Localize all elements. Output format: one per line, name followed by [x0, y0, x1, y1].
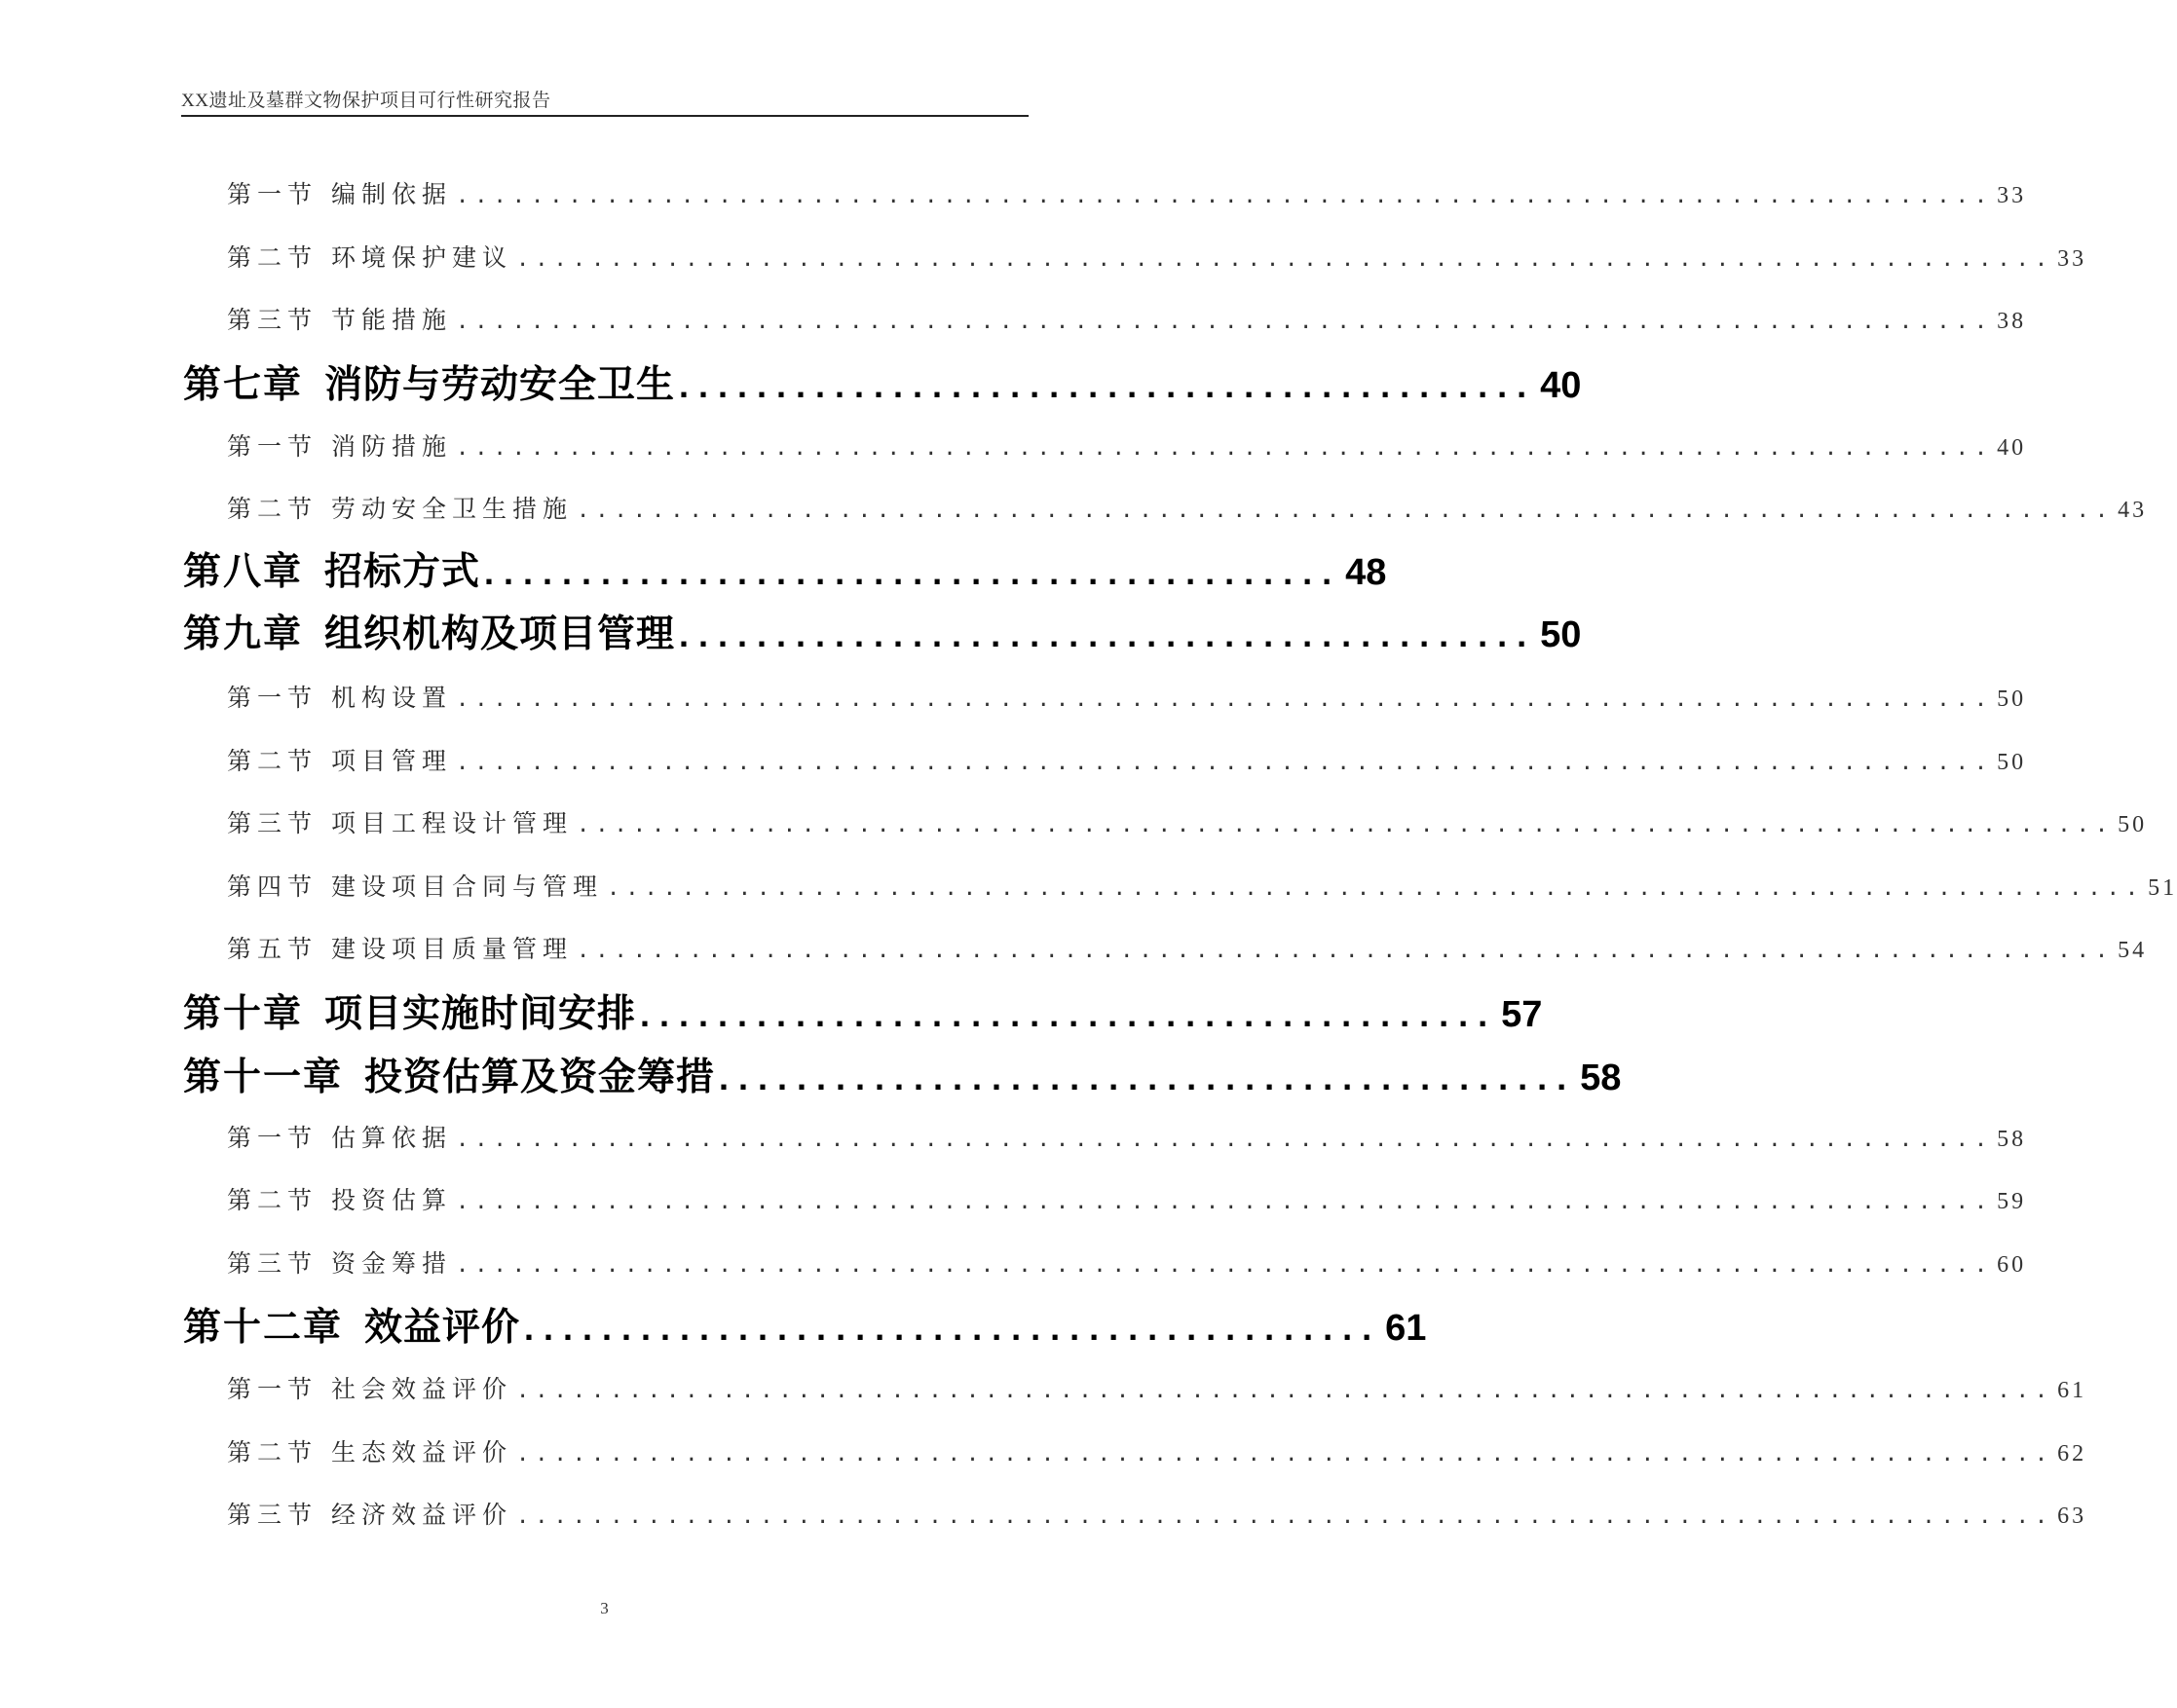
toc-entry-title: 社会效益评价 — [331, 1375, 513, 1403]
toc-entry-page: 51 — [2148, 875, 2177, 901]
toc-dot-leader: .................................................................................. — [456, 184, 1994, 208]
toc-entry[interactable] — [227, 301, 2027, 336]
toc-entry-title: 机构设置 — [331, 684, 453, 712]
toc-entry-page: 50 — [2118, 812, 2148, 837]
toc-chapter-page: 58 — [1580, 1058, 1622, 1098]
toc-entry[interactable] — [227, 1181, 2027, 1216]
toc-entry-title: 建设项目质量管理 — [331, 935, 574, 963]
toc-entry-title: 编制依据 — [331, 180, 453, 208]
toc-entry-page: 63 — [2057, 1504, 2087, 1529]
toc-entry[interactable] — [227, 1119, 2027, 1154]
toc-dot-leader: .................................................................................. — [456, 1253, 1994, 1278]
toc-entry-number: 第二节 — [227, 1438, 319, 1467]
toc-entry-number: 第一节 — [227, 1375, 319, 1403]
toc-entry-title: 项目工程设计管理 — [331, 809, 574, 837]
toc-entry-page: 33 — [2057, 246, 2087, 272]
toc-dot-leader: .................................................................................. — [456, 310, 1994, 334]
toc-entry-number: 第五节 — [227, 935, 319, 963]
toc-entry-title: 环境保护建议 — [331, 243, 513, 272]
toc-entry-page: 50 — [1997, 687, 2027, 712]
toc-dot-leader: .................................................................................. — [456, 436, 1994, 461]
toc-dot-leader: .................................................................................. — [607, 876, 2145, 901]
toc-entry-title: 劳动安全卫生措施 — [331, 495, 574, 523]
toc-entry-title: 资金筹措 — [331, 1249, 453, 1278]
toc-entry[interactable] — [227, 1433, 2087, 1468]
toc-entry-title: 经济效益评价 — [331, 1501, 513, 1529]
document-title: XX遗址及墓群文物保护项目可行性研究报告 — [181, 91, 551, 111]
toc-chapter-entry[interactable] — [183, 541, 1387, 594]
toc-entry-number: 第三节 — [227, 1501, 319, 1529]
toc-entry-number: 第四节 — [227, 873, 319, 901]
toc-chapter-title: 效益评价 — [364, 1306, 521, 1350]
toc-entry[interactable] — [227, 742, 2027, 777]
toc-entry-title: 生态效益评价 — [331, 1438, 513, 1467]
toc-entry[interactable] — [227, 239, 2087, 274]
toc-dot-leader: .................................................................................. — [516, 1442, 2054, 1467]
toc-entry-number: 第一节 — [227, 432, 319, 461]
toc-entry-page: 60 — [1997, 1252, 2027, 1278]
toc-dot-leader: .................................................................................. — [577, 813, 2115, 837]
toc-entry-page: 61 — [2057, 1378, 2087, 1403]
toc-dot-leader: ............................................ — [524, 1308, 1382, 1348]
toc-chapter-page: 57 — [1501, 994, 1543, 1035]
toc-chapter-entry[interactable] — [183, 1297, 1427, 1350]
toc-chapter-page: 50 — [1540, 614, 1582, 655]
toc-entry[interactable] — [227, 1370, 2087, 1405]
toc-dot-leader: .................................................................................. — [516, 1504, 2054, 1529]
toc-chapter-entry[interactable] — [183, 604, 1582, 656]
toc-entry[interactable] — [227, 1496, 2087, 1531]
page-number: 3 — [600, 1599, 609, 1617]
toc-dot-leader: .................................................................................. — [516, 247, 2054, 272]
toc-chapter-entry[interactable] — [183, 984, 1543, 1036]
toc-entry-title: 消防措施 — [331, 432, 453, 461]
toc-entry-title: 建设项目合同与管理 — [331, 873, 604, 901]
toc-dot-leader: ............................................ — [679, 365, 1537, 405]
toc-entry-page: 54 — [2118, 938, 2148, 963]
toc-dot-leader: .................................................................................. — [456, 687, 1994, 712]
toc-entry[interactable] — [227, 1244, 2027, 1280]
toc-dot-leader: .................................................................................. — [577, 939, 2115, 963]
toc-entry-number: 第三节 — [227, 809, 319, 837]
toc-chapter-entry[interactable] — [183, 1047, 1622, 1099]
toc-entry-title: 投资估算 — [331, 1186, 453, 1214]
toc-entry[interactable] — [227, 868, 2177, 903]
toc-chapter-title: 招标方式 — [324, 550, 481, 594]
toc-entry-number: 第二节 — [227, 747, 319, 775]
toc-dot-leader: .................................................................................. — [456, 751, 1994, 775]
toc-chapter-number: 第十章 — [183, 992, 304, 1036]
toc-entry-page: 59 — [1997, 1189, 2027, 1214]
toc-chapter-page: 40 — [1540, 365, 1582, 406]
toc-entry-page: 40 — [1997, 435, 2027, 461]
toc-dot-leader: ............................................ — [484, 552, 1342, 592]
toc-chapter-title: 投资估算及资金筹措 — [364, 1056, 716, 1099]
toc-entry-page: 62 — [2057, 1441, 2087, 1467]
toc-chapter-page: 48 — [1345, 552, 1387, 593]
toc-entry-title: 估算依据 — [331, 1124, 453, 1152]
toc-entry-page: 50 — [1997, 750, 2027, 775]
toc-chapter-number: 第十一章 — [183, 1056, 344, 1099]
toc-entry-number: 第一节 — [227, 1124, 319, 1152]
toc-entry-page: 33 — [1997, 183, 2027, 208]
toc-chapter-title: 消防与劳动安全卫生 — [324, 363, 676, 407]
toc-chapter-title: 项目实施时间安排 — [324, 992, 637, 1036]
toc-entry-title: 节能措施 — [331, 306, 453, 334]
toc-dot-leader: ............................................ — [719, 1058, 1577, 1097]
toc-chapter-title: 组织机构及项目管理 — [324, 613, 676, 656]
toc-entry-number: 第三节 — [227, 306, 319, 334]
toc-dot-leader: .................................................................................. — [516, 1379, 2054, 1403]
toc-entry-number: 第一节 — [227, 180, 319, 208]
toc-chapter-entry[interactable] — [183, 354, 1582, 407]
toc-entry-title: 项目管理 — [331, 747, 453, 775]
toc-entry-number: 第一节 — [227, 684, 319, 712]
toc-entry[interactable] — [227, 490, 2148, 525]
toc-entry[interactable] — [227, 679, 2027, 714]
toc-dot-leader: ............................................ — [679, 614, 1537, 654]
toc-entry-page: 38 — [1997, 309, 2027, 334]
toc-chapter-number: 第八章 — [183, 550, 304, 594]
toc-chapter-page: 61 — [1385, 1308, 1427, 1349]
toc-entry[interactable] — [227, 427, 2027, 463]
toc-chapter-number: 第七章 — [183, 363, 304, 407]
toc-entry-number: 第二节 — [227, 495, 319, 523]
toc-dot-leader: .................................................................................. — [456, 1128, 1994, 1152]
toc-dot-leader: .................................................................................. — [456, 1190, 1994, 1214]
toc-dot-leader: ............................................ — [640, 994, 1498, 1034]
toc-entry[interactable] — [227, 804, 2148, 839]
toc-dot-leader: .................................................................................. — [577, 499, 2115, 523]
toc-chapter-number: 第十二章 — [183, 1306, 344, 1350]
toc-entry-number: 第二节 — [227, 1186, 319, 1214]
toc-chapter-number: 第九章 — [183, 613, 304, 656]
toc-entry[interactable] — [227, 930, 2148, 965]
toc-entry-number: 第三节 — [227, 1249, 319, 1278]
toc-entry-page: 43 — [2118, 498, 2148, 523]
toc-entry-number: 第二节 — [227, 243, 319, 272]
toc-entry[interactable] — [227, 175, 2027, 210]
toc-entry-page: 58 — [1997, 1127, 2027, 1152]
